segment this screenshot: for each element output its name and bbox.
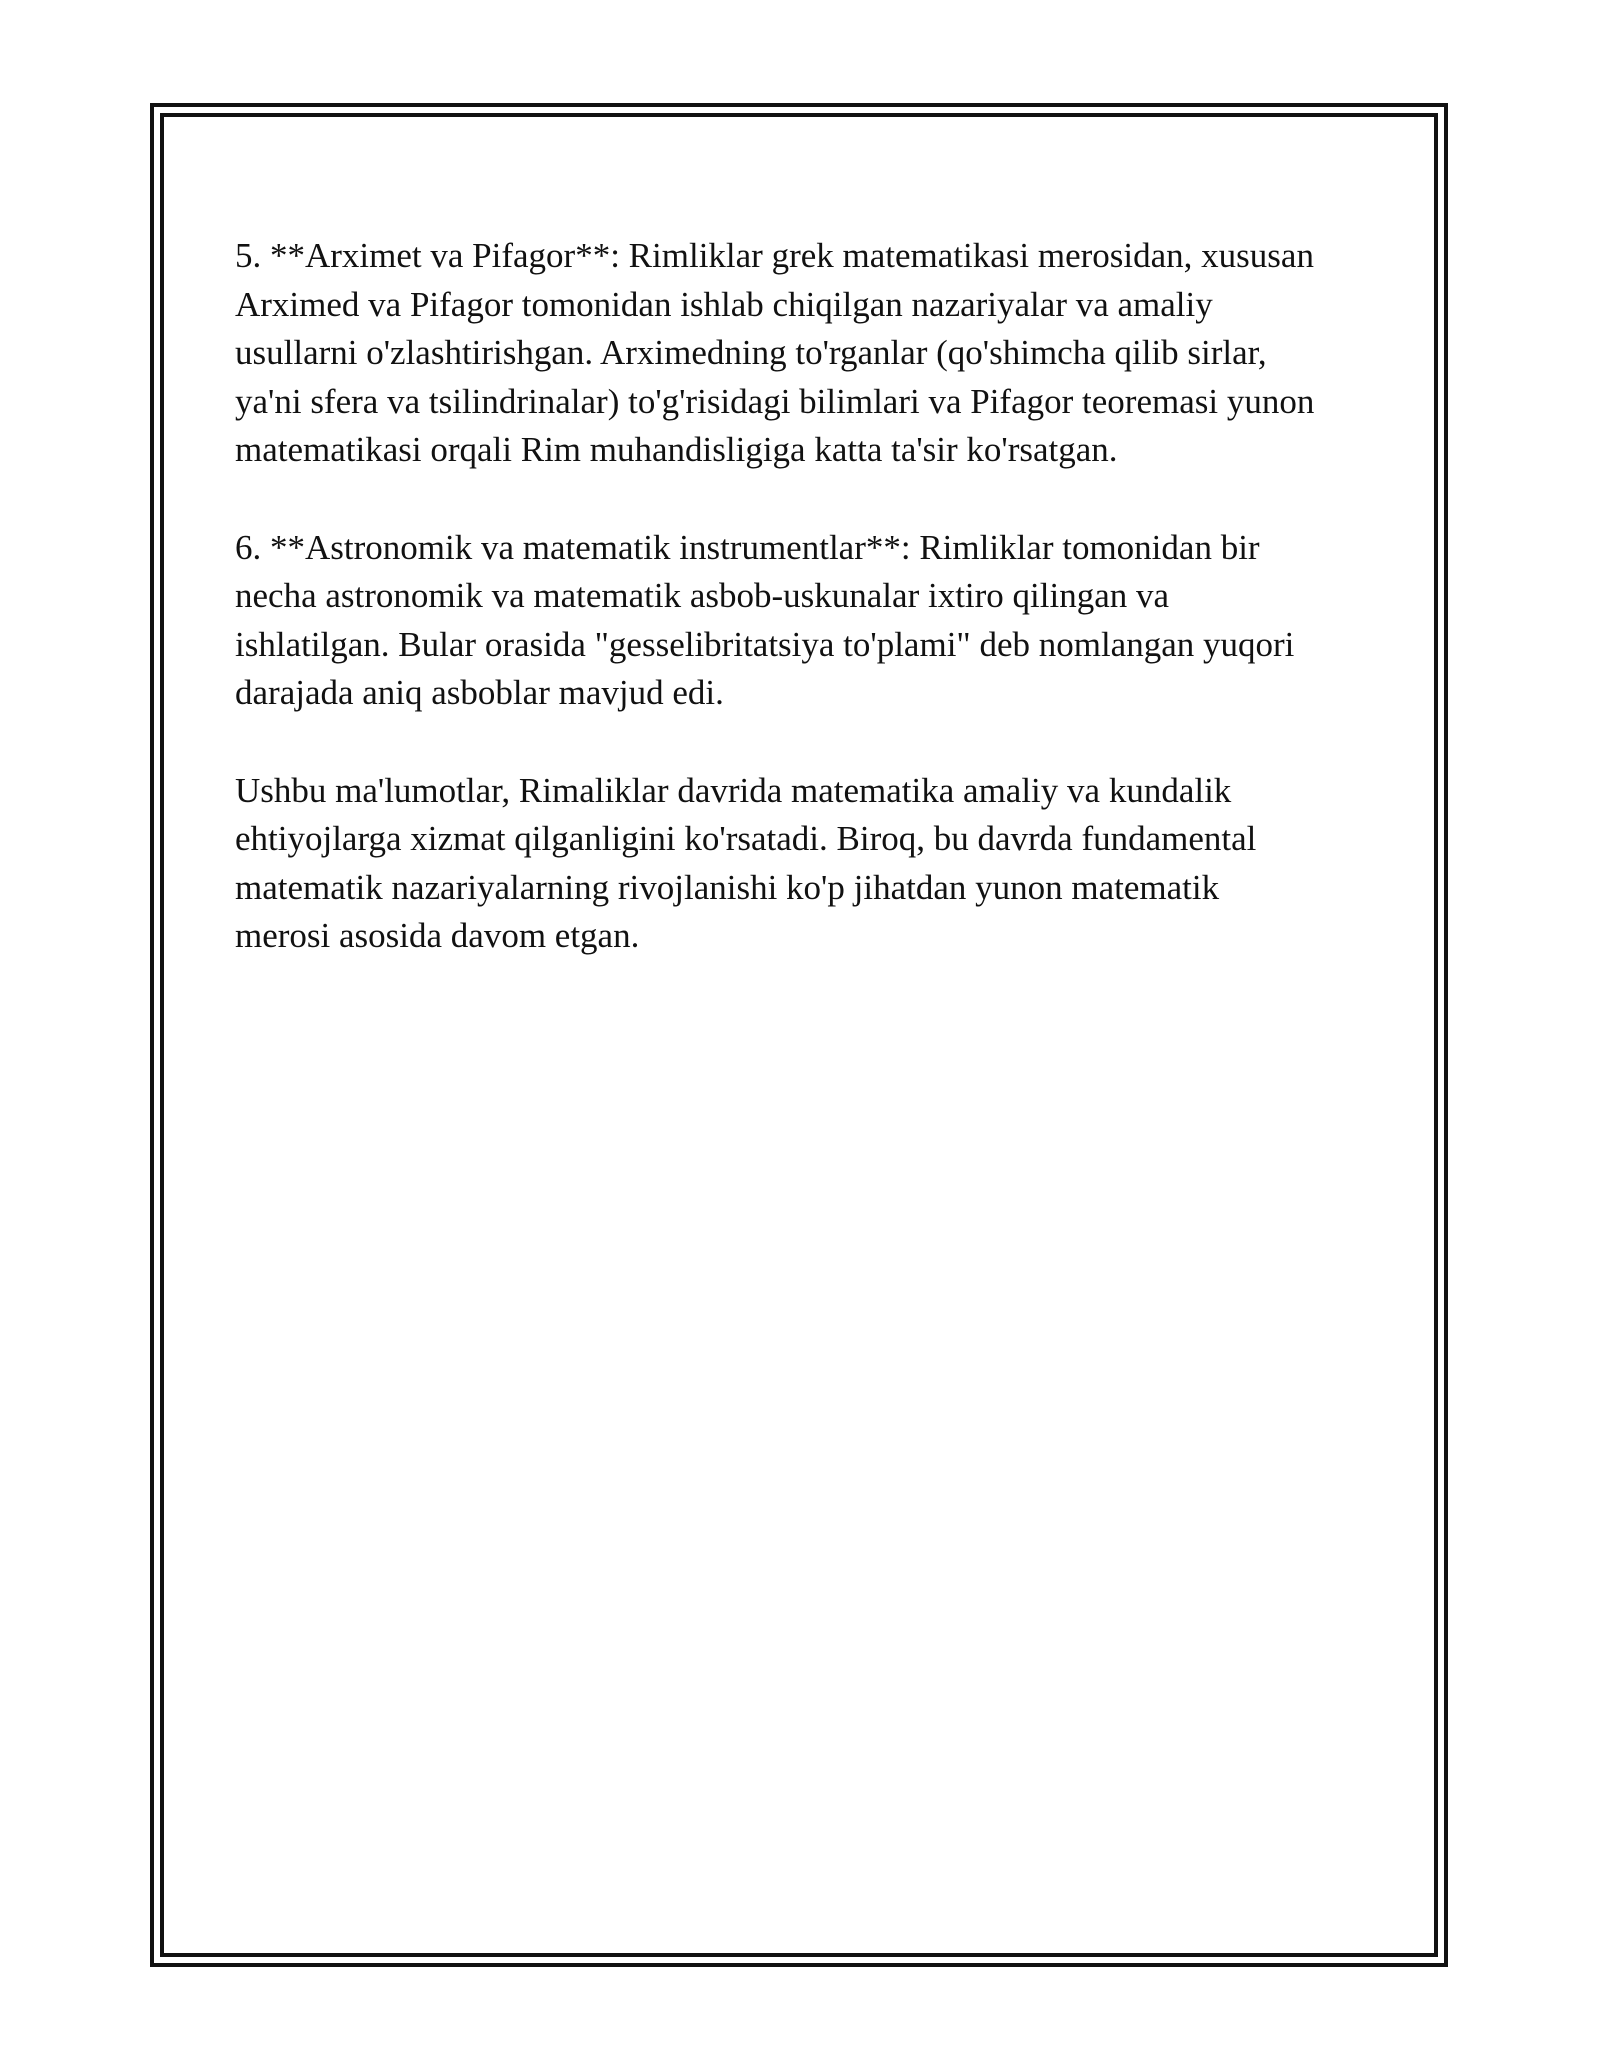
document-body (235, 232, 1385, 1010)
paragraph-conclusion: Ushbu ma'lumotlar, Rimaliklar davrida matematika amaliy va kundalik ehtiyojlarga xizmat qilganligini ko'rsatadi. Biroq, bu davrda fundamental matematik nazariyalarning rivojlanishi ko'p jihatdan yunon matematik merosi asosida davom etgan. (235, 770, 1257, 955)
paragraph-astronomik-instrumentlar: 6. **Astronomik va matematik instrumentlar**: Rimliklar tomonidan bir necha astronomik va matematik asbob-uskunalar ixtiro qilingan va ishlatilgan. Bular orasida "gesselibritatsiya to'plami" deb nomlangan yuqori darajada aniq asboblar mavjud edi. (235, 527, 1295, 712)
paragraph-arximet-pifagor: 5. **Arximet va Pifagor**: Rimliklar grek matematikasi merosidan, xususan Arximed va Pifagor tomonidan ishlab chiqilgan nazariyalar va amaliy usullarni o'zlashtirishgan. Arximedning to'rganlar (qo'shimcha qilib sirlar, ya'ni sfera va tsilindrinalar) to'g'risidagi bilimlari va Pifagor teoremasi yunon matematikasi orqali Rim muhandisligiga katta ta'sir ko'rsatgan. (235, 236, 1315, 469)
